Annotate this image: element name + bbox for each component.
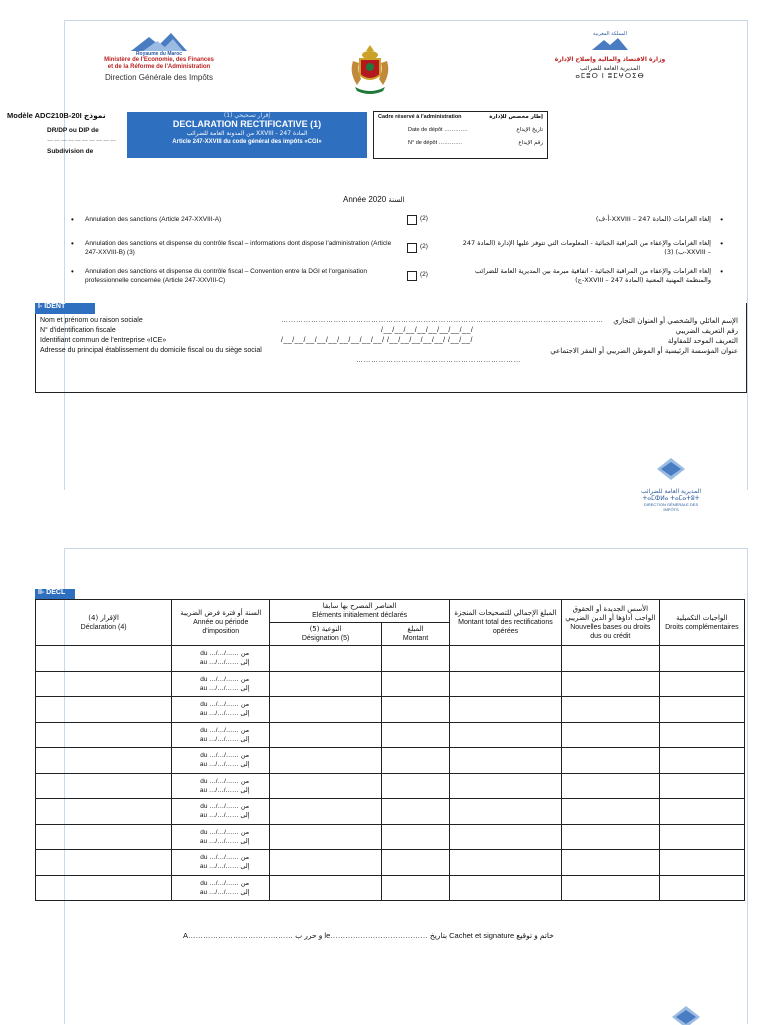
admin-title-fr: Cadre réservé à l'administration [378, 114, 462, 120]
footer-ar: المديرية العامة للضرائب [641, 488, 701, 495]
designation-cell[interactable] [270, 671, 382, 697]
ila-label: إلى [240, 683, 250, 692]
complementary-cell[interactable] [659, 722, 744, 748]
new-bases-cell[interactable] [561, 799, 659, 825]
option-checkbox-3[interactable] [407, 271, 417, 281]
admin-title-ar: إطار مخصص للإدارة [489, 114, 543, 120]
designation-cell[interactable] [270, 722, 382, 748]
min-label: من [240, 700, 250, 709]
form-page-2 [38, 548, 748, 1024]
declaration-cell[interactable] [36, 646, 172, 672]
bullet-icon: • [71, 215, 74, 224]
au-label: au [199, 837, 208, 845]
table-row [36, 850, 745, 876]
au-value[interactable]: …/…/…… [208, 812, 239, 820]
admin-reserved-box [373, 111, 548, 159]
du-value[interactable]: …/…/…… [209, 650, 239, 658]
complementary-cell[interactable] [659, 671, 744, 697]
ila-label: إلى [240, 811, 250, 820]
new-bases-cell[interactable] [561, 875, 659, 901]
direction-label-ar: المديرية العامة للضرائب [580, 65, 640, 72]
ila-label: إلى [240, 760, 250, 769]
declaration-cell[interactable] [36, 697, 172, 723]
kingdom-label-ar: المملكة المغربية [593, 31, 627, 37]
total-cell[interactable] [450, 850, 562, 876]
ice-label-ar: التعريف الموحد للمقاولة [667, 337, 738, 345]
model-number: Modèle ADC210B-20I نموذج [7, 111, 106, 120]
min-label: من [240, 827, 250, 836]
title-banner [127, 112, 367, 158]
coat-of-arms-icon [347, 43, 393, 95]
du-label: du [200, 701, 208, 709]
ila-label: إلى [240, 734, 250, 743]
ila-label: إلى [240, 862, 250, 871]
table-row [36, 722, 745, 748]
new-bases-cell[interactable] [561, 671, 659, 697]
period-cell[interactable] [172, 748, 270, 774]
min-label: من [240, 878, 250, 887]
table-row [36, 697, 745, 723]
ila-label: إلى [240, 836, 250, 845]
tax-id-label-ar: رقم التعريف الضريبي [675, 327, 738, 335]
identification-section [35, 303, 747, 393]
declaration-cell[interactable] [36, 748, 172, 774]
col-total: المبلغ الإجمالي للتصحيحات المنجزة Montant total des rectifications opérées [450, 600, 562, 646]
col-initial: العناصر المصرح بها سابقا Eléments initialement déclarés [270, 600, 450, 623]
ice-label: Identifiant commun de l'entreprise «ICE» [40, 337, 167, 344]
ministry-line-1: Ministère de l'Economie, des Finances [104, 57, 214, 63]
du-value[interactable]: …/…/…… [209, 854, 239, 862]
year-label: Année 2020 السنة [343, 195, 405, 204]
au-value[interactable]: …/…/…… [208, 761, 239, 769]
dgi-diamond-logo-icon [656, 457, 686, 483]
au-value[interactable]: …/…/…… [208, 684, 239, 692]
banner-article-ar: المادة 247 - XXVIII من المدونة العامة للضرائب [186, 130, 308, 137]
dgi-logo-right [535, 31, 685, 80]
table-row [36, 671, 745, 697]
footer-fr: DIRECTION GÉNÉRALE DES IMPÔTS [643, 502, 699, 512]
montant-cell[interactable] [381, 722, 449, 748]
address-label: Adresse du principal établissement du domicile fiscal ou du siège social [40, 347, 262, 354]
direction-label: Direction Générale des Impôts [104, 73, 214, 82]
montant-cell[interactable] [381, 799, 449, 825]
declaration-cell[interactable] [36, 671, 172, 697]
dgi-footer-logo [641, 457, 701, 512]
au-label: au [199, 735, 208, 743]
table-row [36, 646, 745, 672]
du-label: du [200, 650, 208, 658]
section-header-identification: I- IDENT [35, 303, 95, 314]
min-label: من [240, 802, 250, 811]
au-label: au [199, 710, 208, 718]
dgi-logo-left [79, 31, 239, 82]
section-header-declaration: II- DECL [35, 589, 75, 599]
col-period: السنة أو فترة فرض الضريبة Année ou période d'imposition [172, 600, 270, 646]
complementary-cell[interactable] [659, 875, 744, 901]
min-label: من [240, 674, 250, 683]
option-label-ar: إلغاء الغرامات والإعفاء من المراقبة الجبائية - المعلومات التي تتوفر عليها الإدارة (المادة 247 – XXVIII-ب) (3) [462, 239, 711, 256]
dgi-diamond-logo-icon [671, 1005, 701, 1025]
option-checkbox-2[interactable] [407, 243, 417, 253]
au-value[interactable]: …/…/…… [208, 863, 239, 871]
deposit-number-ar: رقم الإيداع [518, 140, 543, 146]
banner-article-fr: Article 247-XXVIII du code général des impôts «CGI» [172, 139, 322, 145]
col-designation: النوعية (5) Désignation (5) [270, 623, 382, 646]
au-label: au [199, 786, 208, 794]
au-value[interactable]: …/…/…… [208, 786, 239, 794]
period-cell[interactable] [172, 850, 270, 876]
declaration-cell[interactable] [36, 722, 172, 748]
ila-label: إلى [240, 709, 250, 718]
period-cell[interactable] [172, 799, 270, 825]
ministry-label-ar: وزارة الاقتصاد والمالية وإصلاح الإدارة [554, 56, 666, 63]
au-label: au [199, 812, 208, 820]
du-value[interactable]: …/…/…… [209, 752, 239, 760]
bullet-icon: • [71, 239, 74, 248]
declaration-cell[interactable] [36, 824, 172, 850]
du-label: du [200, 675, 208, 683]
tax-id-field[interactable]: /__/__/__/__/__/__/__/__/ [381, 327, 474, 334]
du-value[interactable]: …/…/…… [209, 777, 239, 785]
du-label: du [200, 854, 208, 862]
designation-cell[interactable] [270, 875, 382, 901]
du-label: du [200, 828, 208, 836]
banner-arabic-title: إقرار تصحيحي (1) [223, 112, 271, 119]
complementary-cell[interactable] [659, 799, 744, 825]
au-value[interactable]: …/…/…… [208, 710, 239, 718]
ministry-line-2: et de la Réforme de l'Administration [107, 64, 211, 70]
designation-cell[interactable] [270, 799, 382, 825]
du-label: du [200, 879, 208, 887]
new-bases-cell[interactable] [561, 824, 659, 850]
designation-cell[interactable] [270, 748, 382, 774]
designation-cell[interactable] [270, 697, 382, 723]
new-bases-cell[interactable] [561, 850, 659, 876]
option-label-fr: Annulation des sanctions et dispense du contrôle fiscal – Convention entre la DGI et l'organisation professionnelle concernée (Article 247-XXVIII-C) [85, 268, 367, 284]
tifinagh-label: ⴰⵎⵓⵔ ⵏ ⵓⵎⵖⵔⵉⴱ [575, 73, 645, 80]
min-label: من [240, 776, 250, 785]
montant-cell[interactable] [381, 824, 449, 850]
deposit-date-ar: تاريخ الإيداع [516, 127, 543, 133]
declaration-cell[interactable] [36, 875, 172, 901]
subdivision-label: Subdivision de [47, 148, 94, 155]
period-cell[interactable] [172, 671, 270, 697]
complementary-cell[interactable] [659, 824, 744, 850]
deposit-number-field[interactable]: N° de dépôt …………. [408, 140, 463, 146]
ila-label: إلى [240, 887, 250, 896]
complementary-cell[interactable] [659, 748, 744, 774]
period-cell[interactable] [172, 824, 270, 850]
declaration-cell[interactable] [36, 850, 172, 876]
total-cell[interactable] [450, 748, 562, 774]
du-value[interactable]: …/…/…… [209, 803, 239, 811]
min-label: من [240, 751, 250, 760]
new-bases-cell[interactable] [561, 646, 659, 672]
period-cell[interactable] [172, 773, 270, 799]
mountain-logo-icon [127, 31, 191, 53]
col-montant: المبلغ Montant [381, 623, 449, 646]
col-new-bases: الأسس الجديدة أو الحقوق الواجب أداؤها أو الدين الضريبي Nouvelles bases ou droits dus ou crédit [561, 600, 659, 646]
period-cell[interactable] [172, 875, 270, 901]
au-label: au [199, 659, 208, 667]
bullet-icon: • [71, 267, 74, 276]
ice-field[interactable]: /__/__/__/__/__/__/__/__/__/ /__/__/__/__/__/ /__/__/ [281, 337, 473, 344]
du-value[interactable]: …/…/…… [209, 879, 239, 887]
du-label: du [200, 803, 208, 811]
du-label: du [200, 752, 208, 760]
name-label-ar: الإسم العائلي والشخصي أو العنوان التجاري [613, 317, 738, 325]
total-cell[interactable] [450, 671, 562, 697]
montant-cell[interactable] [381, 773, 449, 799]
au-label: au [199, 761, 208, 769]
bullet-icon: • [720, 215, 723, 224]
form-page-1: Royaume du Maroc Ministère de l'Economie, des Finances et de la Réforme de l'Administration Direction Générale des Impôts المملكة المغربية وزارة الاقتصاد والمالية وإصلاح الإدارة المديرية العامة للضرائب ⴰⵎⵓⵔ ⵏ ⵓⵎⵖⵔⵉⴱ Modèle ADC210B-20I نموذج DR/DP ou DIP de ………………………… Subdivision de إقرار تصحيحي (1) DECLARATION RECTIFICATIVE (1) المادة 247 - XXVIII من المدونة العامة للضرائب Article 247-XXVIII du code général des impôts «CGI» Cadre réservé à l'administration إطار مخصص للإدارة Date de dépôt …………. تاريخ الإيداع N° de dépôt …………. رقم الإيداع Année 2020 السنة • Annulation des sanctions (Article 247-XXVIII-A) (2) إلغاء الغرامات (المادة 247 – XXVIII-أ-ف) • • Annulation des sanctions et dispense du contrôle fiscal – informations dont dispose l'administration (Article 247-XXVIII-B) (3) (2) إلغاء الغرامات والإعفاء من المراقبة الجبائية - المعلومات التي تتوفر عليها الإدارة (المادة 247 – XXVIII-ب) (3) • • Annulation des sanctions et dispense du contrôle fiscal – Convention entre la DGI et l'organisation professionnelle concernée (Article 247-XXVIII-C) (2) إلغاء الغرامات والإعفاء من المراقبة الجبائية - اتفاقية مبرمة بين المديرية العامة للضرائب والمنظمة المهنية المعنية (المادة 247 – XXVIII-ج) • I- IDENT Nom et prénom ou raison sociale ………………………………………………………………………………………………………………… الإسم العائلي والشخصي أو العنوان التجاري N° d'identification fiscale /__/__/__/__/__/__/__/__/ رقم التعريف الضريبي Identifiant commun de l'entreprise «ICE» /__/__/__/__/__/__/__/__/__/ /__/__/__/__/__/ /__/__/ التعريف الموحد للمقاولة Adresse du principal établissement du domicile fiscal ou du siège social ………………………………………………………… عنوان المؤسسة الرئيسية أو الموطن الضريبي أو المقر الاجتماعي المديرية العامة للضرائب ⵜⴰⵎⵀⵍⴰ ⵜⴰⵎⴰⵜⵓⵜ DIRECTION GÉNÉRALE DES IMPÔTS [64, 20, 748, 490]
designation-cell[interactable] [270, 824, 382, 850]
du-value[interactable]: …/…/…… [209, 675, 239, 683]
au-value[interactable]: …/…/…… [208, 659, 239, 667]
period-cell[interactable] [172, 697, 270, 723]
au-value[interactable]: …/…/…… [208, 888, 239, 896]
declaration-table [35, 599, 745, 901]
au-label: au [199, 888, 208, 896]
min-label: من [240, 649, 250, 658]
total-cell[interactable] [450, 773, 562, 799]
option-label-fr: Annulation des sanctions (Article 247-XXVIII-A) [85, 216, 222, 223]
footer-tifinagh: ⵜⴰⵎⵀⵍⴰ ⵜⴰⵎⴰⵜⵓⵜ [642, 496, 700, 502]
option-label-fr: Annulation des sanctions et dispense du contrôle fiscal – informations dont dispose l'administration (Article 247-XXVIII-B) (3) [85, 240, 392, 256]
new-bases-cell[interactable] [561, 773, 659, 799]
complementary-cell[interactable] [659, 850, 744, 876]
du-value[interactable]: …/…/…… [209, 828, 239, 836]
name-label: Nom et prénom ou raison sociale [40, 317, 143, 324]
option-label-ar: إلغاء الغرامات (المادة 247 – XXVIII-أ-ف) [595, 215, 711, 223]
tax-id-label: N° d'identification fiscale [40, 327, 116, 334]
period-cell[interactable] [172, 722, 270, 748]
option-checkbox-1[interactable] [407, 215, 417, 225]
min-label: من [240, 725, 250, 734]
new-bases-cell[interactable] [561, 722, 659, 748]
montant-cell[interactable] [381, 671, 449, 697]
table-row [36, 875, 745, 901]
total-cell[interactable] [450, 722, 562, 748]
complementary-cell[interactable] [659, 697, 744, 723]
du-value[interactable]: …/…/…… [209, 726, 239, 734]
option-label-ar: إلغاء الغرامات والإعفاء من المراقبة الجبائية - اتفاقية مبرمة بين المديرية العامة للضرائب والمنظمة المهنية المعنية (المادة 247 – XXVIII-ج) [475, 267, 711, 284]
declaration-cell[interactable] [36, 773, 172, 799]
period-cell[interactable] [172, 646, 270, 672]
designation-cell[interactable] [270, 850, 382, 876]
kingdom-label: Royaume du Maroc [135, 51, 183, 57]
table-row [36, 773, 745, 799]
address-field[interactable]: ………………………………………………………… [356, 357, 521, 364]
bullet-icon: • [720, 267, 723, 276]
complementary-cell[interactable] [659, 646, 744, 672]
table-row [36, 748, 745, 774]
designation-cell[interactable] [270, 773, 382, 799]
address-label-ar: عنوان المؤسسة الرئيسية أو الموطن الضريبي أو المقر الاجتماعي [550, 347, 738, 355]
banner-title: DECLARATION RECTIFICATIVE (1) [172, 119, 322, 129]
total-cell[interactable] [450, 824, 562, 850]
montant-cell[interactable] [381, 850, 449, 876]
table-row [36, 799, 745, 825]
au-value[interactable]: …/…/…… [208, 735, 239, 743]
montant-cell[interactable] [381, 697, 449, 723]
total-cell[interactable] [450, 799, 562, 825]
new-bases-cell[interactable] [561, 697, 659, 723]
ila-label: إلى [240, 785, 250, 794]
total-cell[interactable] [450, 646, 562, 672]
declaration-cell[interactable] [36, 799, 172, 825]
du-label: du [200, 777, 208, 785]
montant-cell[interactable] [381, 748, 449, 774]
table-row [36, 824, 745, 850]
complementary-cell[interactable] [659, 773, 744, 799]
drdp-label: DR/DP ou DIP de [47, 127, 99, 134]
col-complementary: الواجبات التكميلية Droits complémentaires [659, 600, 744, 646]
au-label: au [199, 684, 208, 692]
du-value[interactable]: …/…/…… [209, 701, 239, 709]
designation-cell[interactable] [270, 646, 382, 672]
au-value[interactable]: …/…/…… [208, 837, 239, 845]
signature-line[interactable]: A…………………………………… و حرر ب le………………………………… بتاريخ Cachet et signature خاتم و توقيع [183, 931, 554, 940]
montant-cell[interactable] [381, 875, 449, 901]
name-field[interactable]: ………………………………………………………………………………………………………………… [281, 317, 604, 324]
au-label: au [199, 863, 208, 871]
total-cell[interactable] [450, 697, 562, 723]
bullet-icon: • [720, 239, 723, 248]
total-cell[interactable] [450, 875, 562, 901]
drdp-dots: ………………………… [47, 137, 117, 143]
new-bases-cell[interactable] [561, 748, 659, 774]
du-label: du [200, 726, 208, 734]
min-label: من [240, 853, 250, 862]
ila-label: إلى [240, 658, 250, 667]
montant-cell[interactable] [381, 646, 449, 672]
deposit-date-field[interactable]: Date de dépôt …………. [408, 127, 468, 133]
col-declaration: الإقرار (4) Déclaration (4) [36, 600, 172, 646]
mountain-logo-icon-right [590, 37, 630, 51]
